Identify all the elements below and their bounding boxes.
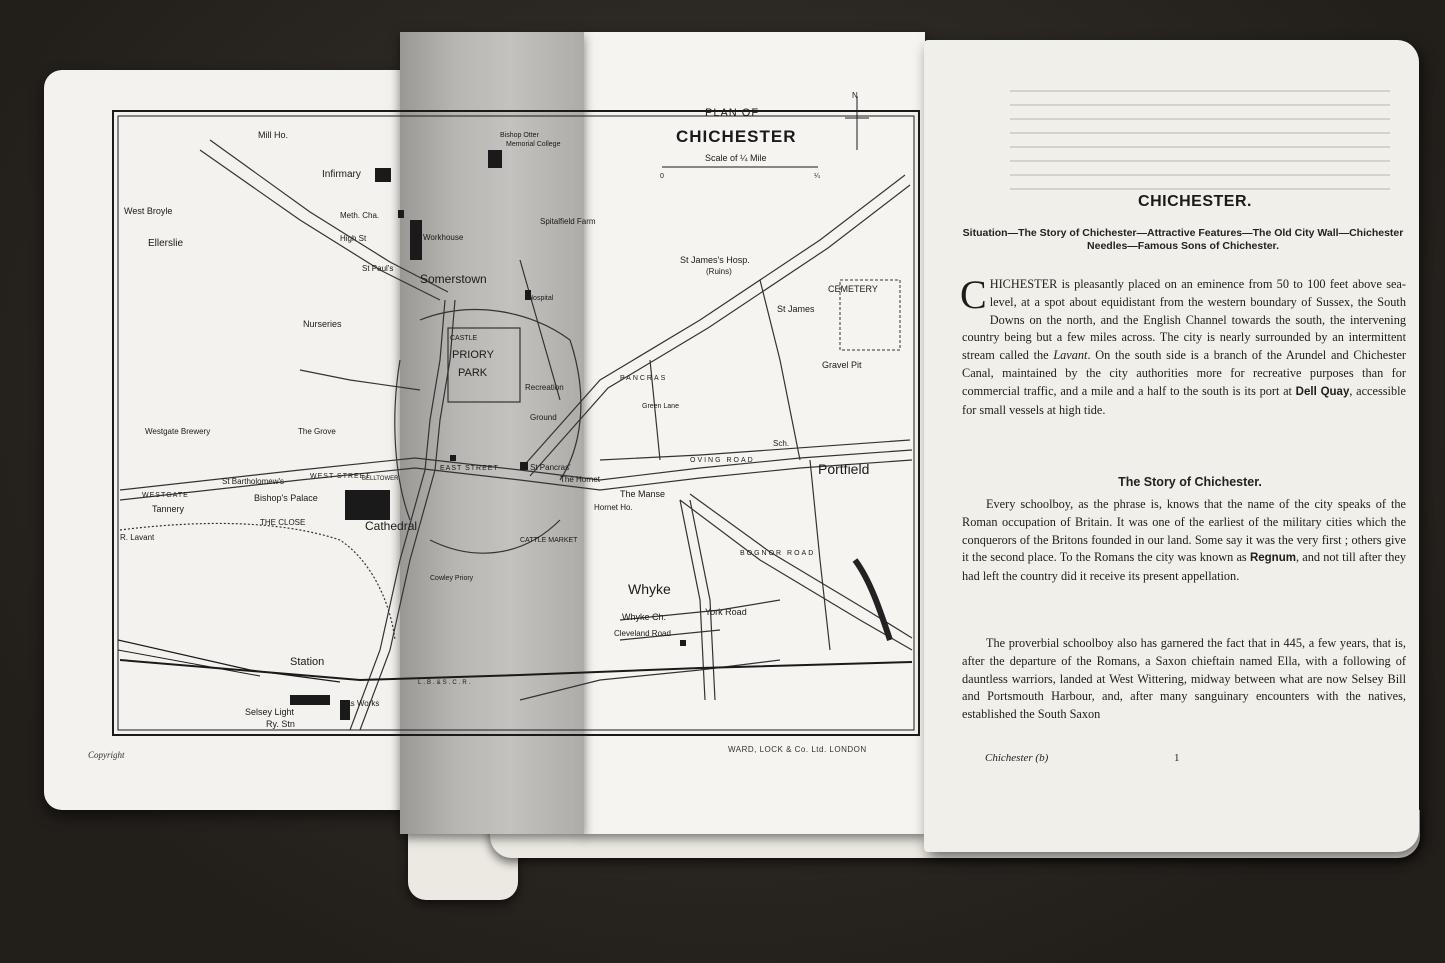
label-recreation: Recreation	[525, 383, 564, 392]
broyle-road	[200, 150, 440, 300]
paragraph-roman	[962, 496, 1406, 586]
oving-road	[600, 440, 910, 460]
label-york-road: York Road	[705, 607, 747, 617]
label-somerstown: Somerstown	[420, 272, 487, 286]
label-st-pauls: St Paul's	[362, 264, 394, 273]
label-hospital: Hospital	[528, 295, 554, 302]
page-number: 1	[1174, 752, 1180, 764]
label-cowley-priory: Cowley Priory	[430, 575, 474, 582]
whyke-ch-building	[680, 640, 686, 646]
map-border-outer	[113, 111, 919, 735]
map-border-inner	[118, 116, 914, 730]
north-street-road-edge	[435, 300, 455, 470]
label-ground: Ground	[530, 413, 557, 422]
north-label: N	[852, 91, 858, 100]
scale-start: 0	[660, 173, 664, 180]
label-oving-road: OVING ROAD	[690, 457, 755, 464]
label-r-lavant: R. Lavant	[120, 533, 155, 542]
label-spitalfield-farm: Spitalfield Farm	[540, 217, 596, 226]
label-ellerslie: Ellerslie	[148, 238, 184, 249]
label-pancras: PANCRAS	[620, 375, 668, 382]
label-ruins: (Ruins)	[706, 267, 732, 276]
label-infirmary: Infirmary	[322, 169, 361, 180]
label-westgate-brewery: Westgate Brewery	[145, 427, 211, 436]
label-the-grove: The Grove	[298, 427, 336, 436]
label-sch: Sch.	[773, 439, 790, 448]
label-st-james: St James	[777, 304, 815, 314]
chapter-synopsis: Situation—The Story of Chichester—Attractive Features—The Old City Wall—Chichester Needles—Famous Sons of Chichester.	[962, 227, 1404, 252]
label-mill-ho: Mill Ho.	[258, 130, 289, 140]
railway-line-main	[120, 660, 912, 680]
lavant-river	[120, 523, 395, 640]
label-tannery: Tannery	[152, 504, 185, 514]
label-cathedral: Cathedral	[365, 519, 418, 533]
map-roads	[120, 140, 912, 730]
broyle-road-edge	[210, 140, 448, 292]
label-west-broyle: West Broyle	[124, 206, 173, 216]
label-the-hornet: The Hornet	[560, 475, 601, 484]
label-st-james-hosp: St James's Hosp.	[680, 255, 750, 265]
railway-line-branch	[118, 650, 260, 676]
railway	[118, 640, 912, 682]
bishop-otter-building	[488, 150, 502, 168]
label-gas-works: Gas Works	[340, 699, 380, 708]
sch-building	[450, 455, 456, 461]
gravel-pit	[855, 560, 890, 640]
para2-text-b: , and not till after they had left the country did it receive its present appellation.	[962, 550, 1406, 584]
label-gravel-pit: Gravel Pit	[822, 360, 862, 370]
paragraph-saxon: The proverbial schoolboy also has garnered the fact that in 445, a few years, that is, after the departure of the Romans, a Saxon chieftain named Ella, with a following of dauntless warriors, landed at West Wittering, midway between what are now Selsey Bill and Portsmouth Harbour, and, after many sanguinary encounters with the natives, established the South Saxon	[962, 636, 1406, 722]
map-title-line1: PLAN OF	[705, 107, 760, 119]
label-nurseries: Nurseries	[303, 319, 342, 329]
para1-text-a: HICHESTER is pleasantly placed on an eminence from 50 to 100 feet above sea-level, at a spot about equidistant from the western boundary of Sussex, the South Downs on the north, and the English Channel towards the south, the intervening country being but a few miles across. The city is nearly surrounded by an intermittent stream called the	[962, 277, 1406, 363]
label-east-street: EAST STREET	[440, 465, 499, 472]
label-belltower: BELLTOWER	[362, 476, 399, 482]
para1-dell-quay: Dell Quay	[1295, 385, 1350, 398]
label-whyke-ch: Whyke Ch.	[622, 612, 667, 622]
north-arrow	[845, 96, 869, 150]
label-meth-cha: Meth. Cha.	[340, 211, 380, 220]
workhouse-building	[410, 220, 422, 260]
label-park: PARK	[458, 367, 488, 379]
map-publisher: WARD, LOCK & Co. Ltd. LONDON	[728, 745, 867, 754]
drop-cap: C	[960, 272, 987, 317]
scale-label: Scale of ¼ Mile	[705, 153, 767, 163]
place-labels	[120, 130, 878, 729]
label-workhouse: Workhouse	[423, 233, 464, 242]
label-whyke: Whyke	[628, 581, 671, 597]
para2-text-a: Every schoolboy, as the phrase is, knows that the name of the city speaks of the Roman occupation of Britain. It was one of the earliest of the military cities which the conquerors of the Britons founded in our land. Some say it was the very first ; others give it the second place. To the Romans the city was known as	[962, 497, 1406, 565]
label-portfield: Portfield	[818, 461, 870, 477]
label-hornet-ho: Hornet Ho.	[594, 503, 633, 512]
ring-road-east	[560, 340, 581, 480]
cathedral-building	[345, 490, 390, 520]
chapter-heading: CHICHESTER.	[1138, 193, 1252, 210]
label-westgate: WESTGATE	[142, 492, 189, 499]
scale-end: ¼	[814, 173, 820, 180]
map-copyright: Copyright	[88, 750, 125, 760]
north-street-road	[425, 300, 445, 470]
ring-road-west	[395, 360, 410, 520]
label-priory: PRIORY	[452, 349, 494, 361]
orchard-street	[300, 370, 420, 390]
paragraph-intro	[960, 272, 1406, 419]
para2-regnum: Regnum	[1249, 552, 1296, 565]
label-ry-sta: Ry. Stn	[266, 719, 295, 729]
station-building	[290, 695, 330, 705]
label-st-pancras: St Pancras'	[530, 463, 571, 472]
label-high-st: High St	[340, 234, 367, 243]
label-cattle-market: CATTLE MARKET	[520, 537, 578, 544]
label-cemetery: CEMETERY	[828, 284, 878, 294]
label-memorial-college: Memorial College	[506, 141, 561, 148]
label-green-lane: Green Lane	[642, 403, 679, 410]
label-station: Station	[290, 656, 325, 668]
bognor-road	[680, 500, 912, 650]
label-bognor-road: BOGNOR ROAD	[740, 550, 816, 557]
label-lbscr: L.B.&S.C.R.	[418, 680, 473, 686]
section-subheading: The Story of Chichester.	[1118, 475, 1262, 489]
infirmary-building	[375, 168, 391, 182]
label-cleveland-road: Cleveland Road	[614, 629, 671, 638]
label-the-close: THE CLOSE	[260, 518, 306, 527]
label-st-bartholomews: St Bartholomew's	[222, 477, 284, 486]
signature-mark: Chichester (b)	[985, 752, 1049, 764]
label-castle: CASTLE	[450, 335, 478, 342]
para1-text-c: , accessible for small vessels at high tide.	[962, 383, 1406, 417]
para1-text-b: . On the south side is a branch of the Arundel and Chichester Canal, maintained by the city authorities more for recreative purposes than for commercial traffic, and a mile and a half to the south is its port at	[962, 348, 1406, 398]
label-bishop-otter: Bishop Otter	[500, 132, 539, 139]
map-title-line2: CHICHESTER	[676, 127, 797, 146]
label-selsey-light: Selsey Light	[245, 707, 295, 717]
st-pancras-building	[520, 462, 528, 470]
st-pancras-road-edge	[530, 185, 910, 476]
label-the-manse: The Manse	[620, 489, 666, 499]
label-bishops-palace: Bishop's Palace	[254, 493, 318, 503]
meth-cha-building	[398, 210, 404, 218]
label-west-street: WEST STREET	[310, 473, 371, 480]
para1-lavant: Lavant	[1053, 348, 1088, 363]
